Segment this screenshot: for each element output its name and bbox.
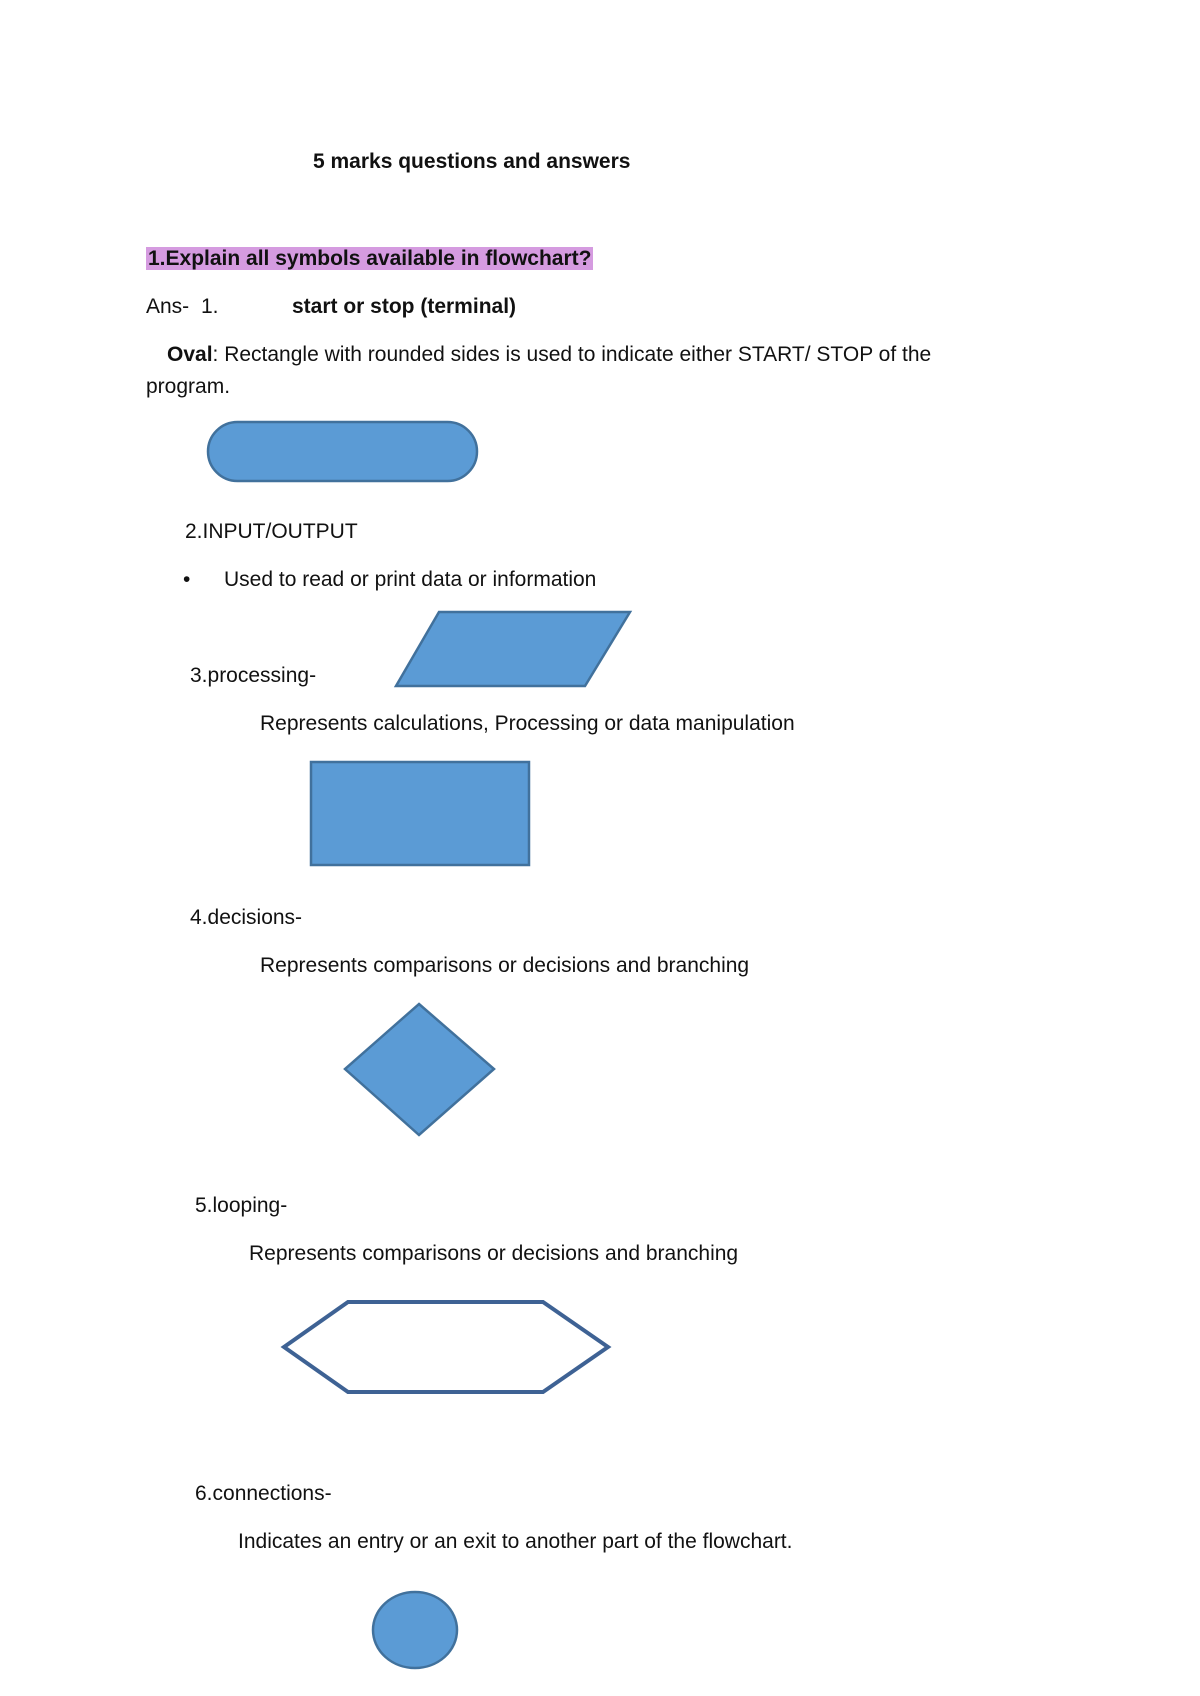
- processing-heading: 3.processing-: [190, 664, 317, 687]
- parallelogram-io-shape: [394, 610, 634, 690]
- oval-description: [167, 342, 931, 368]
- oval-label: Oval: [167, 343, 213, 366]
- looping-description: Represents comparisons or decisions and branching: [249, 1242, 739, 1265]
- answer-prefix: Ans-: [146, 295, 190, 318]
- oval-description-text: : Rectangle with rounded sides is used to indicate either START/ STOP of the: [212, 343, 932, 366]
- connections-description: Indicates an entry or an exit to another part of the flowchart.: [238, 1530, 793, 1553]
- oval-description-continued: program.: [146, 375, 231, 398]
- question-highlight: 1.Explain all symbols available in flowchart?: [148, 247, 592, 270]
- decisions-heading: 4.decisions-: [190, 906, 303, 929]
- answer-number: 1.: [201, 295, 219, 318]
- circle-connector-shape: [371, 1590, 461, 1672]
- diamond-decision-shape: [343, 1002, 497, 1138]
- looping-heading: 5.looping-: [195, 1194, 288, 1217]
- rectangle-process-shape: [309, 760, 531, 867]
- io-description: Used to read or print data or information: [224, 568, 597, 591]
- oval-terminal-shape: [206, 420, 481, 484]
- io-bullet: •: [183, 568, 191, 591]
- processing-description: Represents calculations, Processing or data manipulation: [260, 712, 795, 735]
- hexagon-loop-shape: [282, 1300, 612, 1396]
- connections-heading: 6.connections-: [195, 1482, 332, 1505]
- terminal-heading: start or stop (terminal): [292, 295, 517, 318]
- decisions-description: Represents comparisons or decisions and branching: [260, 954, 750, 977]
- question-heading: [146, 246, 593, 272]
- page-title: 5 marks questions and answers: [313, 150, 631, 173]
- io-heading: 2.INPUT/OUTPUT: [185, 520, 358, 543]
